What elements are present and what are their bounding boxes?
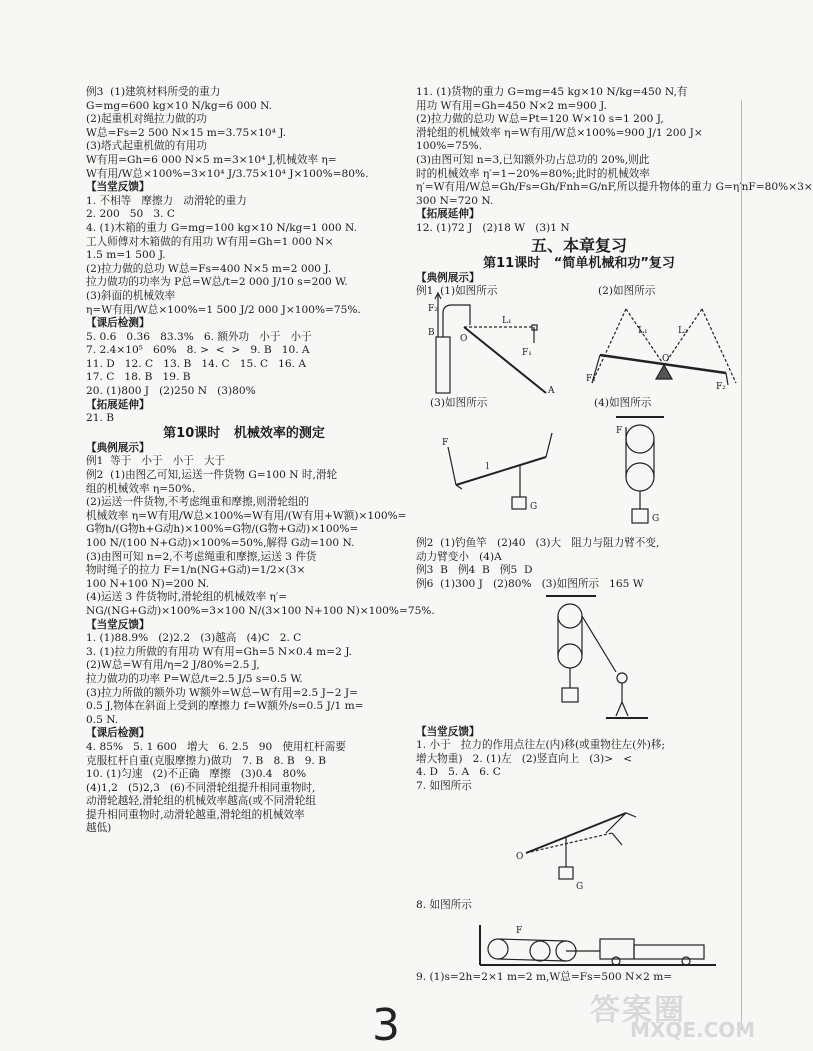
figure-label: A [548,386,555,397]
rod-tip [546,433,552,457]
text-line: 物时绳子的拉力 F=1/n(NG+G动)=1/2×(3× [86,564,306,577]
action-line [592,309,626,383]
figure-label: F₂ [428,304,438,315]
pulley-lever-diagrams [416,397,742,537]
pulley-block-figure [616,417,664,523]
crowbar-figure [448,433,552,509]
text-line: 7. 如图所示 [416,779,472,792]
figure-label: B [428,328,435,339]
text-line: 组的机械效率 η=50%. [86,482,196,495]
text-line: 21. B [86,412,114,425]
text-line: (3)由图可知 n=2,不考虑绳重和摩擦,运送 3 件货 [86,550,317,563]
figure-label: O [662,354,670,365]
figure-label: F₂ [716,382,726,393]
figure-label: O [460,334,468,345]
pulley-man-diagram [416,592,742,726]
text-line: 用功 W有用=Gh=450 N×2 m=900 J. [416,99,607,112]
pulley [530,941,550,961]
text-line: 3. (1)拉力所做的有用功 W有用=Gh=5 N×0.4 m=2 J. [86,645,353,658]
text-line: 例2 (1)由图乙可知,运送一件货物 G=100 N 时,滑轮 [86,469,338,482]
weight-block [559,867,573,879]
figure-label: G [576,882,584,893]
chapter-title: 五、本章复习 [530,235,627,255]
text-line: G物h/(G物h+G动h)×100%=G物/(G物+G动)×100%= [86,523,359,536]
truck-cab [600,939,634,959]
beam-lever-figure [592,309,736,385]
text-line: 1. (1)88.9% (2)2.2 (3)越高 (4)C 2. C [86,632,302,645]
text-line: 动滑轮越轻,滑轮组的机械效率越高(或不同滑轮组 [86,795,316,808]
page-edge [741,100,748,1030]
text-line: 例6 (1)300 J (2)80% (3)如图所示 165 W [416,577,644,590]
text-line: 1.5 m=1 500 J. [86,249,166,262]
arm-line-l1 [626,309,664,365]
figure-label: F [442,438,449,449]
text-line: (2)W总=W有用/η=2 J/80%=2.5 J, [86,659,260,672]
text-line: NG/(NG+G动)×100%=3×100 N/(3×100 N+100 N)×100%=75%. [86,604,435,617]
text-line: 100%=75%. [416,140,483,153]
figure-caption: (4)如图所示 [594,397,652,410]
text-line: 2. 200 50 3. C [86,208,175,221]
lesson-title: 第11课时 “简单机械和功”复习 [483,255,675,271]
text-line: 例1 等于 小于 小于 大于 [86,455,226,468]
text-line: 17. C 18. B 19. B [86,371,191,384]
text-line: (2)运送一件货物,不考虑绳重和摩擦,则滑轮组的 [86,496,310,509]
text-line: (2)拉力做的总功 W总=Fs=400 N×5 m=2 000 J. [86,262,332,275]
pivot [456,485,462,489]
section-heading: 【课后检测】 [86,727,150,740]
man-leg [616,702,622,716]
text-line: 11. D 12. C 13. B 14. C 15. C 16. A [86,357,307,370]
text-line: 拉力做功的功率 P=W总/t=2.5 J/5 s=0.5 W. [86,672,303,685]
fulcrum [656,365,672,379]
text-line: 4. 85% 5. 1 600 增大 6. 2.5 90 使用杠杆需要 [86,740,346,753]
lever-diagrams [416,285,742,397]
section-heading: 【典例展示】 [416,271,480,284]
section-heading: 【当堂反馈】 [86,618,150,631]
figure-label: G [530,502,538,513]
pump-lever-figure [435,293,546,393]
man-leg [622,702,628,716]
text-line: 克服杠杆自重(克服摩擦力)做功 7. B 8. B 9. B [86,754,327,767]
text-line: 100 N+100 N)=200 N. [86,577,210,590]
figure-row-1 [416,285,742,397]
text-line: 4. (1)木箱的重力 G=mg=100 kg×10 N/kg=1 000 N. [86,221,357,234]
text-line: 动力臂变小 (4)A [416,550,502,563]
section-heading: 【课后检测】 [86,317,150,330]
right-column [416,86,813,985]
truck-pulley-diagram [416,913,742,971]
text-line: (2)起重机对绳拉力做的功 [86,113,207,126]
rope [498,959,566,961]
text-line: 9. (1)s=2h=2×1 m=2 m,W总=Fs=500 N×2 m= [416,971,673,984]
pull-rope [582,616,616,672]
text-line: 10. (1)匀速 (2)不正确 摩擦 (3)0.4 80% [86,768,307,781]
text-line: (4)运送 3 件货物时,滑轮组的机械效率 η′= [86,591,288,604]
text-line: 7. 2.4×10⁵ 60% 8. > < > 9. B 10. A [86,344,310,357]
text-line: G=mg=600 kg×10 N/kg=6 000 N. [86,99,273,112]
text-line: 12. (1)72 J (2)18 W (3)1 N [416,221,570,234]
section-heading: 【拓展延伸】 [86,398,150,411]
figure-label: F [616,426,623,437]
figure-label: F [516,926,523,937]
pump-body [436,337,450,393]
force-arrow-f [612,833,622,845]
text-line: (3)拉力所做的额外功 W额外=W总−W有用=2.5 J−2 J= [86,686,358,699]
watermark-url: MXQE.COM [630,1018,756,1042]
figure-label: l [486,462,489,473]
figure-label: F₁ [522,348,532,359]
watermark-logo: 答案圈 [590,993,686,1028]
text-line: 例3 B 例4 B 例5 D [416,564,533,577]
text-line: 300 N=720 N. [416,194,494,207]
text-line: 提升相同重物时,动滑轮越重,滑轮组的机械效率 [86,808,305,821]
weight-block [562,688,578,702]
text-line: 4. D 5. A 6. C [416,766,501,779]
text-line: 例2 (1)钓鱼竿 (2)40 (3)大 阻力与阻力臂不变, [416,537,660,550]
crane-lever-diagram [416,793,742,899]
text-line: 11. (1)货物的重力 G=mg=45 kg×10 N/kg=450 N,有 [416,86,688,98]
truck-bed [634,945,704,959]
text-line: W总=Fs=2 500 N×15 m=3.75×10⁴ J. [86,126,286,139]
weight-block [632,509,648,523]
section-heading: 【典例展示】 [86,441,150,454]
figure-label: G [652,514,660,525]
example-label: 例1 (1)如图所示 [416,285,498,298]
truck-wheel [612,957,620,965]
fixed-pulley [558,604,582,628]
figure-caption: (2)如图所示 [598,285,656,298]
section-heading: 【当堂反馈】 [416,725,480,738]
arm-line-l2 [664,309,702,365]
pulley [488,939,508,959]
text-line: 1. 不相等 摩擦力 动滑轮的重力 [86,194,247,207]
text-line: 拉力做功的功率为 P总=W总/t=2 000 J/10 s=200 W. [86,276,348,289]
force-arrow-f2 [726,373,728,385]
force-arrow-f [448,447,456,485]
page-mark: 3 [372,1000,400,1051]
text-line: (3)由图可知 n=3,已知额外功占总功的 20%,则此 [416,153,650,166]
figure-label: O [516,852,524,863]
figure-row-3 [416,592,742,726]
text-line: 0.5 N. [86,713,119,726]
text-line: 5. 0.6 0.36 83.3% 6. 额外功 小于 小于 [86,330,312,343]
section-heading: 【当堂反馈】 [86,181,150,194]
lesson-title: 第10课时 机械效率的测定 [163,425,325,441]
text-line: 机械效率 η=W有用/W总×100%=W有用/(W有用+W额)×100%= [86,509,407,522]
figure-row-2 [416,397,742,537]
figure-caption: (3)如图所示 [430,397,488,410]
text-line: 例3 (1)建筑材料所受的重力 [86,86,221,98]
figure-label: L₁ [638,326,648,337]
lever-rod [456,457,546,485]
movable-pulley [626,463,654,491]
rope [498,939,566,941]
text-line: 8. 如图所示 [416,899,472,912]
truck-wheel [682,957,690,965]
text-line: (4)1,2 (5)2,3 (6)不同滑轮组提升相同重物时, [86,781,316,794]
text-line: 滑轮组的机械效率 η=W有用/W总×100%=900 J/1 200 J× [416,126,703,139]
figure-7 [416,793,742,899]
fixed-pulley [626,425,654,453]
pump-spout [443,305,470,337]
figure-label: L₁ [502,316,512,327]
figure-label: F₁ [586,374,596,385]
figure-label: L₂ [678,326,688,337]
text-line: (3)斜面的机械效率 [86,289,176,302]
text-line: 时的机械效率 η′=1−20%=80%;此时的机械效率 [416,167,650,180]
text-line: W有用/W总×100%=3×10⁴ J/3.75×10⁴ J×100%=80%. [86,167,369,180]
man-head [617,673,627,683]
weight-block [512,497,526,509]
text-line: η=W有用/W总×100%=1 500 J/2 000 J×100%=75%. [86,303,361,316]
text-line: (3)塔式起重机做的有用功 [86,140,207,153]
text-line: W有用=Gh=6 000 N×5 m=3×10⁴ J,机械效率 η= [86,153,337,166]
text-line: 0.5 J,物体在斜面上受到的摩擦力 f=W额外/s=0.5 J/1 m= [86,700,364,713]
section-heading: 【拓展延伸】 [416,208,480,221]
text-line: 1. 小于 拉力的作用点往左(内)移(或重物往左(外)移; [416,739,666,752]
text-line: 越低) [86,822,112,835]
text-line: 100 N/(100 N+G动)×100%=50%,解得 G动=100 N. [86,537,355,549]
text-line: η′=W有用/W总=Gh/Fs=Gh/Fnh=G/nF,所以提升物体的重力 G=η′nF=80%×3× [416,181,813,194]
movable-pulley [558,644,582,668]
text-line: 20. (1)800 J (2)250 N (3)80% [86,385,256,398]
text-line: 工人师傅对木箱做的有用功 W有用=Gh=1 000 N× [86,235,334,248]
text-line: (2)拉力做的总功 W总=Pt=120 W×10 s=1 200 J, [416,113,664,126]
text-line: 增大物重) 2. (1)左 (2)竖直向上 (3)> < [416,752,633,765]
figure-8 [416,913,742,971]
